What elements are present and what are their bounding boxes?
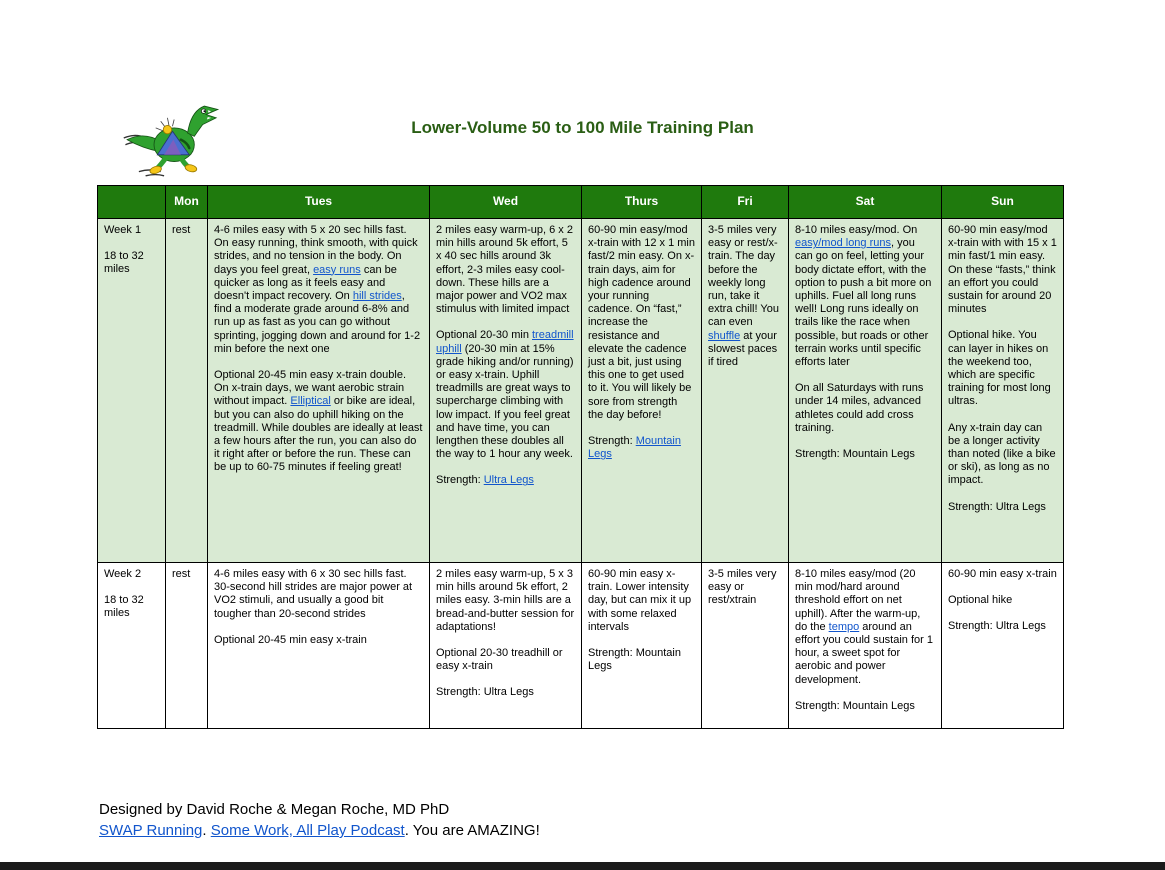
cell-paragraph: Strength: Mountain Legs bbox=[795, 448, 915, 461]
header-wed: Wed bbox=[430, 186, 582, 219]
cell-week1-tues bbox=[208, 219, 430, 563]
inline-link[interactable]: Ultra Legs bbox=[483, 474, 534, 487]
cell-paragraph: 2 miles easy warm-up, 6 x 2 min hills around 5k effort, 5 x 40 sec hills around 3k effort, 2-3 miles easy cool-down. These hills are a major power and VO2 max stimulus with limited impact bbox=[436, 224, 573, 316]
cell-paragraph: 60-90 min easy/mod x-train with with 15 x 1 min fast/1 min easy. On these “fasts,” think an effort you could sustain for around 20 minutes bbox=[948, 224, 1057, 316]
table-row-week1 bbox=[98, 219, 1064, 563]
dinosaur-logo bbox=[116, 96, 234, 180]
week-mileage: 18 to 32 miles bbox=[104, 250, 144, 276]
training-plan-table bbox=[97, 185, 1064, 729]
cell-week1-thurs bbox=[582, 219, 702, 563]
cell-paragraph: Strength: Ultra Legs bbox=[948, 620, 1046, 633]
cell-week1-sat bbox=[789, 219, 942, 563]
cell-week2-sun bbox=[942, 563, 1064, 729]
cell-paragraph: Strength: Mountain Legs bbox=[795, 699, 915, 712]
cell-paragraph: Any x-train day can be a longer activity than noted (like a bike or ski), as long as no impact. bbox=[948, 421, 1056, 487]
header-week-column bbox=[98, 186, 166, 219]
inline-link[interactable]: SWAP Running bbox=[99, 822, 203, 839]
cell-week1-wed bbox=[430, 219, 582, 563]
inline-link[interactable]: treadmill uphill bbox=[436, 329, 574, 355]
header-fri: Fri bbox=[702, 186, 789, 219]
cell-paragraph: 8-10 miles easy/mod. On easy/mod long runs, you can go on feel, letting your body dictate effort, with the option to push a bit more on uphills. Fuel all long runs well! Long runs ideally on trails like the race when possible, but roads or other terrain works until specific efforts later bbox=[795, 224, 932, 369]
week-label: Week 2 bbox=[104, 568, 142, 580]
cell-paragraph: 60-90 min easy x-train. Lower intensity day, but can mix it up with some relaxed intervals bbox=[588, 568, 692, 633]
cell-paragraph: Strength: Mountain Legs bbox=[588, 647, 681, 673]
table-row-week2 bbox=[98, 563, 1064, 729]
cell-paragraph: Optional 20-30 min treadmill uphill (20-30 min at 15% grade hiking and/or running) or easy x-train. Uphill treadmills are great ways to supercharge climbing with low impact. If you feel great and have time, you can lengthen these doubles all the way to 1 hour any week. bbox=[436, 329, 574, 461]
cell-paragraph: Optional 20-45 min easy x-train bbox=[214, 633, 367, 646]
cell-paragraph: Optional 20-30 treadhill or easy x-train bbox=[436, 647, 563, 673]
cell-week2-fri bbox=[702, 563, 789, 729]
header-mon: Mon bbox=[166, 186, 208, 219]
cell-week2-tues bbox=[208, 563, 430, 729]
cell-week1-sun bbox=[942, 219, 1064, 563]
cell-paragraph: Optional hike bbox=[948, 594, 1013, 607]
cell-week2-wed bbox=[430, 563, 582, 729]
cell-paragraph: Strength: Ultra Legs bbox=[436, 686, 534, 699]
cell-paragraph: 2 miles easy warm-up, 5 x 3 min hills around 5k effort, 2 miles easy. 3-min hills are a bread-and-butter session for adaptations! bbox=[436, 568, 575, 633]
inline-link[interactable]: easy runs bbox=[313, 263, 361, 276]
cell-week1-fri bbox=[702, 219, 789, 563]
footer-line2: SWAP Running. Some Work, All Play Podcast. You are AMAZING! bbox=[99, 822, 540, 839]
cell-paragraph: 8-10 miles easy/mod (20 min mod/hard around threshold effort on net uphill). After the warm-up, do the tempo around an effort you could sustain for 1 hour, a sweet spot for aerobic and power development. bbox=[795, 568, 933, 686]
cell-week2-thurs bbox=[582, 563, 702, 729]
inline-link[interactable]: hill strides bbox=[352, 290, 402, 303]
inline-link[interactable]: tempo bbox=[828, 620, 860, 633]
cell-paragraph: 60-90 min easy/mod x-train with 12 x 1 min fast/2 min easy. On x-train days, aim for high cadence around your running cadence. On “fast,” increase the resistance and elevate the cadence just a bit, just using this one to get used to it. You will likely be sore from strength the day before! bbox=[588, 224, 695, 421]
cell-paragraph: rest bbox=[172, 224, 191, 236]
cell-paragraph: Strength: Ultra Legs bbox=[948, 500, 1046, 513]
header-sat: Sat bbox=[789, 186, 942, 219]
footer-credits bbox=[99, 799, 540, 841]
inline-link[interactable]: shuffle bbox=[708, 329, 741, 342]
cell-paragraph: Strength: Ultra Legs bbox=[436, 474, 534, 487]
cell-paragraph: 3-5 miles very easy or rest/x-train. The day before the weekly long run, take it extra chill! You can even shuffle at your slowest paces if tired bbox=[708, 224, 779, 369]
week-label: Week 1 bbox=[104, 224, 142, 236]
header-sun: Sun bbox=[942, 186, 1064, 219]
cell-paragraph: On all Saturdays with runs under 14 miles, advanced athletes could add cross training. bbox=[795, 382, 924, 434]
cell-paragraph: Strength: Mountain Legs bbox=[588, 435, 681, 461]
cell-paragraph: Optional 20-45 min easy x-train double. On x-train days, we want aerobic strain without impact. Elliptical or bike are ideal, but you can also do uphill hiking on the treadmill. While doubles are ideally at least a few hours after the run, you can also do it right after or before the run. These can be up to 60-75 minutes if feeling great! bbox=[214, 369, 423, 474]
cell-week1-label bbox=[98, 219, 166, 563]
cell-paragraph: 60-90 min easy x-train bbox=[948, 568, 1057, 580]
bottom-screen-edge bbox=[0, 862, 1165, 870]
table-header-row bbox=[98, 186, 1064, 219]
cell-paragraph: 4-6 miles easy with 6 x 30 sec hills fast. 30-second hill strides are major power at VO2 stimuli, and usually a good bit tougher than 20-second strides bbox=[214, 568, 413, 620]
inline-link[interactable]: Mountain Legs bbox=[588, 435, 681, 461]
running-dinosaur-icon bbox=[116, 96, 234, 180]
cell-paragraph: 4-6 miles easy with 5 x 20 sec hills fast. On easy running, think smooth, with quick strides, and no tension in the body. On days you feel great, easy runs can be quicker as long as it feels easy and doesn't impact recovery. On hill strides, find a moderate grade around 6-8% and run up as fast as you can go without sprinting, jogging down and around for 1-2 min before the next one bbox=[214, 224, 421, 355]
cell-paragraph: rest bbox=[172, 568, 191, 580]
cell-paragraph: Optional hike. You can layer in hikes on the weekend too, which are specific training for most long ultras. bbox=[948, 329, 1051, 408]
page-title: Lower-Volume 50 to 100 Mile Training Plan bbox=[411, 118, 754, 137]
inline-link[interactable]: easy/mod long runs bbox=[795, 237, 891, 250]
cell-paragraph: 3-5 miles very easy or rest/xtrain bbox=[708, 568, 777, 607]
cell-week2-label bbox=[98, 563, 166, 729]
header-thurs: Thurs bbox=[582, 186, 702, 219]
cell-week2-sat bbox=[789, 563, 942, 729]
cell-week1-mon bbox=[166, 219, 208, 563]
cell-week2-mon bbox=[166, 563, 208, 729]
footer-line1: Designed by David Roche & Megan Roche, MD PhD bbox=[99, 801, 450, 818]
header-tues: Tues bbox=[208, 186, 430, 219]
inline-link[interactable]: Elliptical bbox=[290, 395, 331, 408]
week-mileage: 18 to 32 miles bbox=[104, 594, 144, 620]
inline-link[interactable]: Some Work, All Play Podcast bbox=[210, 822, 405, 839]
